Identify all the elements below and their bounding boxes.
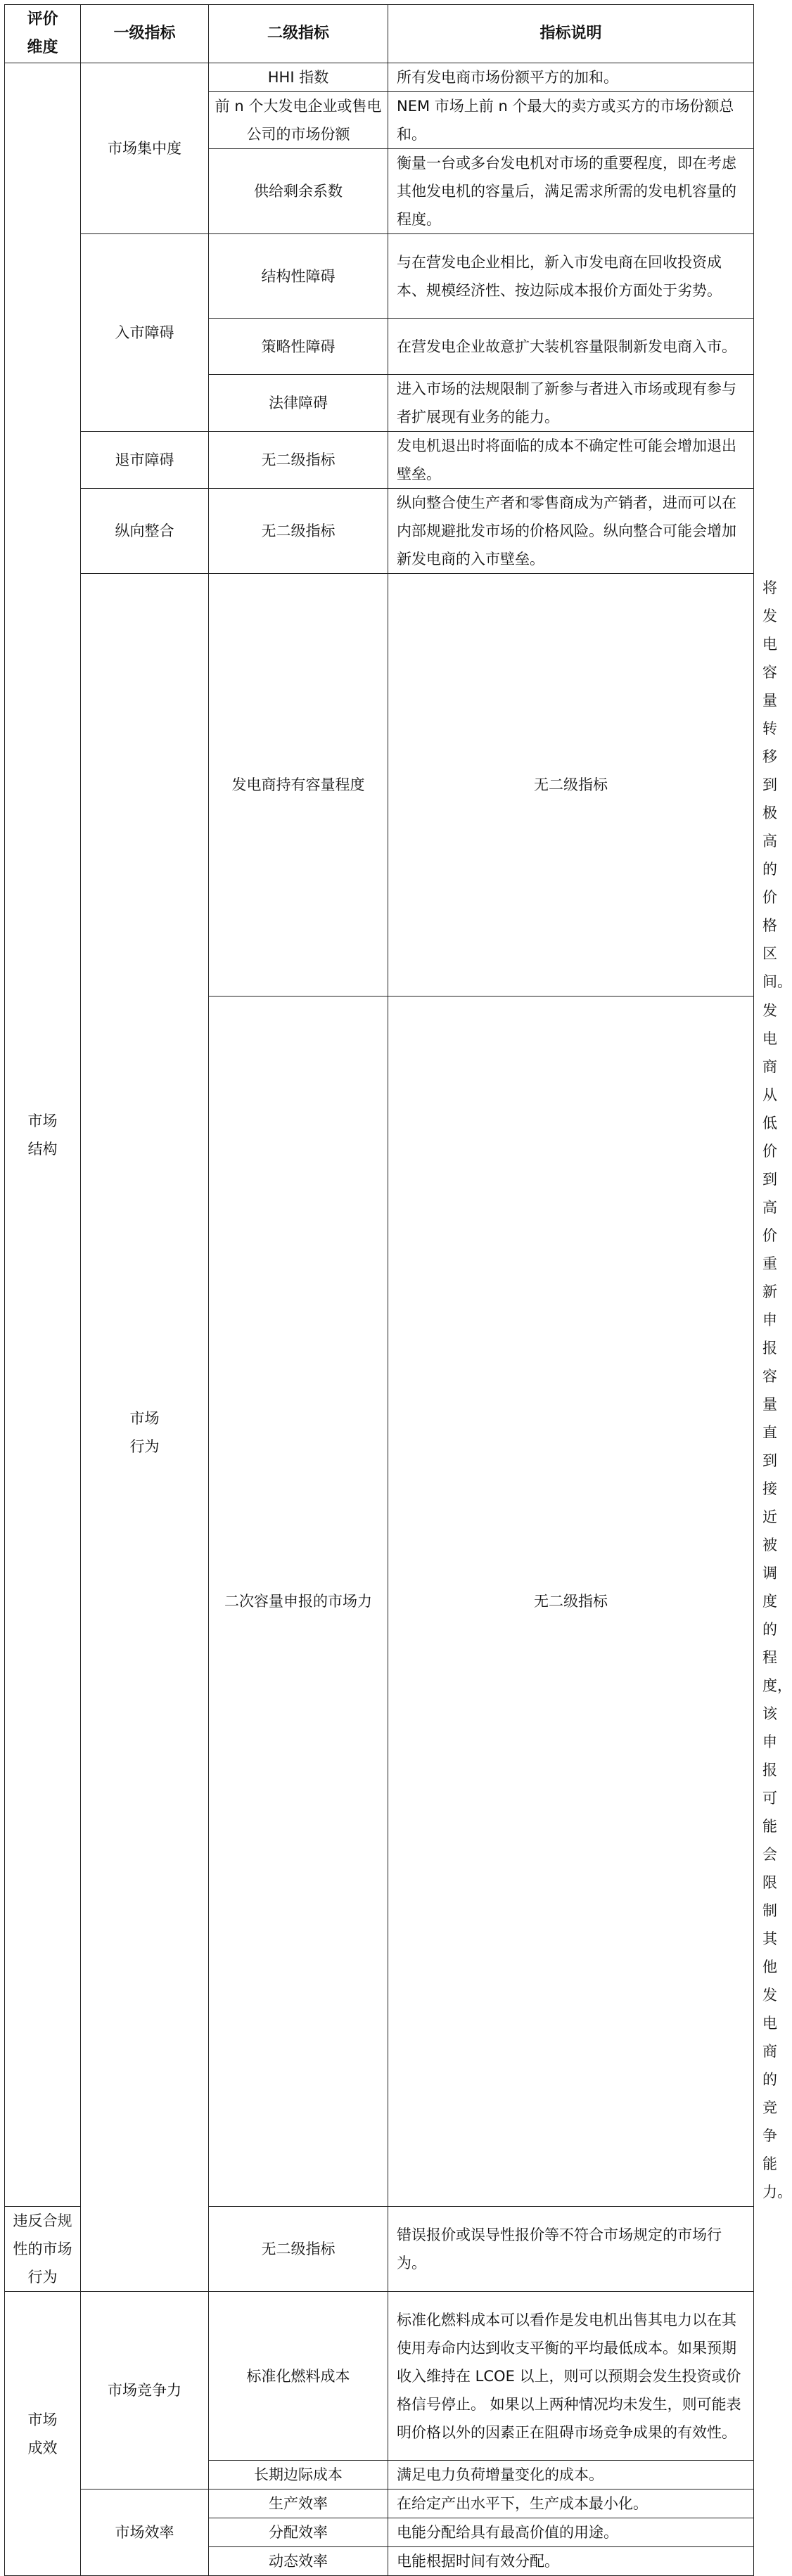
header-dimension: 评价 维度 [5,5,81,63]
desc-vertical: 纵向整合使生产者和零售商成为产销者，进而可以在内部规避批发市场的价格风险。纵向整合可能会增加新发电商的入市壁垒。 [388,489,754,574]
level2-dynamic: 动态效率 [209,2547,388,2576]
desc-rsi: 衡量一台或多台发电机对市场的重要程度，即在考虑其他发电机的容量后，满足需求所需的发电机容量的程度。 [388,149,754,234]
table-row [5,489,754,574]
level2-rebid: 无二级指标 [388,997,754,2207]
table-row [5,2490,754,2518]
level2-allocative: 分配效率 [209,2518,388,2547]
level2-structural: 结构性障碍 [209,234,388,319]
desc-dynamic: 电能根据时间有效分配。 [388,2547,754,2576]
header-level2: 二级指标 [209,5,388,63]
dimension-market-behavior: 市场 行为 [81,574,209,2292]
level1-competitiveness: 市场竞争力 [81,2292,209,2490]
level1-concentration: 市场集中度 [81,63,209,234]
desc-legal: 进入市场的法规限制了新参与者进入市场或现有参与者扩展现有业务的能力。 [388,375,754,432]
dimension-market-performance: 市场 成效 [5,2292,81,2576]
table-row [5,234,754,319]
desc-noncompliance: 错误报价或误导性报价等不符合市场规定的市场行为。 [388,2207,754,2292]
level1-capacity: 发电商持有容量程度 [209,574,388,997]
level2-noncompliance: 无二级指标 [209,2207,388,2292]
level2-topn: 前 n 个大发电企业或售电公司的市场份额 [209,92,388,149]
level2-lrmc: 长期边际成本 [209,2461,388,2490]
header-level1: 一级指标 [81,5,209,63]
header-row [5,5,754,63]
level2-exit: 无二级指标 [209,432,388,489]
level2-hhi: HHI 指数 [209,63,388,92]
header-description: 指标说明 [388,5,754,63]
level1-vertical: 纵向整合 [81,489,209,574]
level1-exit-barriers: 退市障碍 [81,432,209,489]
desc-lcoe: 标准化燃料成本可以看作是发电机出售其电力以在其使用寿命内达到收支平衡的平均最低成本。如果预期收入维持在 LCOE 以上，则可以预期会发生投资或价格信号停止。 如果以上两种情况均未发生，则可能表明价格以外的因素正在阻碍市场竞争成果的有效性。 [388,2292,754,2461]
table-row [5,63,754,92]
level2-productive: 生产效率 [209,2490,388,2518]
desc-allocative: 电能分配给具有最高价值的用途。 [388,2518,754,2547]
indicator-table [4,4,792,2576]
desc-topn: NEM 市场上前 n 个最大的卖方或买方的市场份额总和。 [388,92,754,149]
desc-productive: 在给定产出水平下，生产成本最小化。 [388,2490,754,2518]
level2-vertical: 无二级指标 [209,489,388,574]
dimension-market-structure: 市场 结构 [5,63,81,2207]
level1-entry-barriers: 入市障碍 [81,234,209,432]
level2-capacity: 无二级指标 [388,574,754,997]
desc-exit: 发电机退出时将面临的成本不确定性可能会增加退出壁垒。 [388,432,754,489]
desc-hhi: 所有发电商市场份额平方的加和。 [388,63,754,92]
level2-strategic: 策略性障碍 [209,319,388,375]
level1-rebid: 二次容量申报的市场力 [209,997,388,2207]
level2-rsi: 供给剩余系数 [209,149,388,234]
level1-noncompliance: 违反合规性的市场行为 [5,2207,81,2292]
level2-lcoe: 标准化燃料成本 [209,2292,388,2461]
level2-legal: 法律障碍 [209,375,388,432]
table-row [5,432,754,489]
desc-structural: 与在营发电企业相比，新入市发电商在回收投资成本、规模经济性、按边际成本报价方面处于劣势。 [388,234,754,319]
table-row: 二次容量申报的市场力 无二级指标 发电商从低价到高价重新申报容量直到接近被调度的程度，该申报可能会限制其他发电商的竞争能力。 [5,997,754,2207]
table-row [5,2292,754,2461]
desc-lrmc: 满足电力负荷增量变化的成本。 [388,2461,754,2490]
level1-efficiency: 市场效率 [81,2490,209,2576]
desc-strategic: 在营发电企业故意扩大装机容量限制新发电商入市。 [388,319,754,375]
table-row: 市场 行为 发电商持有容量程度 无二级指标 将发电容量转移到极高的价格区间。 [5,574,754,997]
